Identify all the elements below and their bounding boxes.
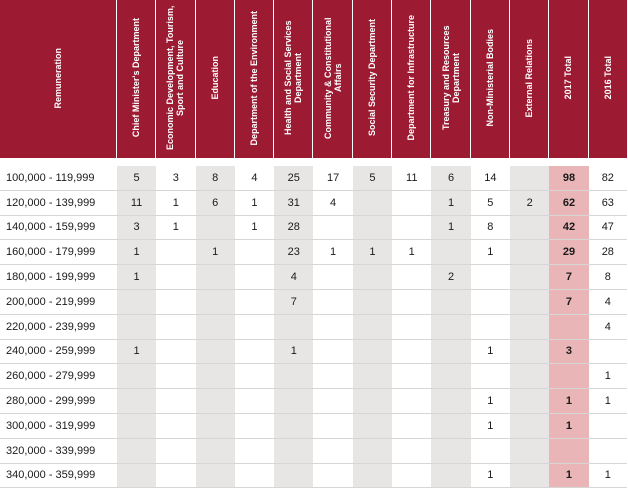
count-cell <box>313 216 352 241</box>
header-remuneration <box>0 0 117 158</box>
spacer-cell <box>196 158 235 166</box>
count-cell <box>392 439 431 464</box>
count-cell <box>510 389 549 414</box>
header-health-social-services <box>274 0 313 158</box>
spacer-cell <box>431 158 470 166</box>
count-cell: 1 <box>431 191 470 216</box>
count-cell <box>510 464 549 488</box>
count-cell: 1 <box>235 216 274 241</box>
table-row <box>0 439 627 464</box>
total-2016-cell: 1 <box>589 364 627 389</box>
count-cell: 1 <box>392 240 431 265</box>
remuneration-band: 240,000 - 259,999 <box>0 340 117 365</box>
count-cell: 11 <box>392 166 431 191</box>
count-cell <box>392 389 431 414</box>
count-cell <box>235 265 274 290</box>
count-cell <box>235 414 274 439</box>
count-cell: 1 <box>117 240 156 265</box>
total-2016-cell <box>589 414 627 439</box>
table-row <box>0 464 627 488</box>
count-cell: 5 <box>353 166 392 191</box>
remuneration-band: 340,000 - 359,999 <box>0 464 117 488</box>
spacer-cell <box>0 158 117 166</box>
count-cell <box>431 240 470 265</box>
total-2017-cell: 1 <box>549 414 588 439</box>
count-cell <box>431 315 470 340</box>
count-cell <box>156 265 195 290</box>
remuneration-band: 280,000 - 299,999 <box>0 389 117 414</box>
spacer-cell <box>392 158 431 166</box>
header-infrastructure <box>392 0 431 158</box>
count-cell <box>156 290 195 315</box>
count-cell <box>117 364 156 389</box>
count-cell: 6 <box>431 166 470 191</box>
count-cell <box>313 439 352 464</box>
total-2016-cell: 4 <box>589 290 627 315</box>
count-cell <box>313 290 352 315</box>
count-cell <box>353 414 392 439</box>
count-cell <box>156 364 195 389</box>
header-label: Department of the Environment <box>248 10 259 146</box>
table-row <box>0 265 627 290</box>
total-2016-cell: 82 <box>589 166 627 191</box>
total-2016-cell: 1 <box>589 389 627 414</box>
count-cell: 31 <box>274 191 313 216</box>
header-label: Department for Infrastructure <box>406 15 417 141</box>
header-community-constitutional <box>313 0 352 158</box>
count-cell: 2 <box>431 265 470 290</box>
count-cell <box>274 389 313 414</box>
count-cell <box>156 315 195 340</box>
header-label: 2017 Total <box>563 56 574 100</box>
count-cell <box>196 439 235 464</box>
count-cell <box>431 439 470 464</box>
count-cell <box>510 340 549 365</box>
total-2017-cell <box>549 439 588 464</box>
spacer-cell <box>353 158 392 166</box>
count-cell <box>117 439 156 464</box>
count-cell <box>196 340 235 365</box>
header-label: Remuneration <box>52 47 63 109</box>
spacer-cell <box>235 158 274 166</box>
count-cell <box>510 166 549 191</box>
spacer-cell <box>274 158 313 166</box>
header-external-relations <box>510 0 549 158</box>
count-cell <box>274 364 313 389</box>
count-cell: 1 <box>471 340 510 365</box>
header-social-security <box>353 0 392 158</box>
total-2017-cell: 7 <box>549 290 588 315</box>
count-cell: 1 <box>313 240 352 265</box>
count-cell <box>471 315 510 340</box>
remuneration-band: 300,000 - 319,999 <box>0 414 117 439</box>
header-label: Economic Development, Tourism, Sport and Culture <box>165 5 186 151</box>
count-cell <box>510 265 549 290</box>
count-cell <box>431 464 470 488</box>
remuneration-band: 320,000 - 339,999 <box>0 439 117 464</box>
count-cell: 4 <box>274 265 313 290</box>
header-label: Education <box>209 56 220 100</box>
count-cell: 28 <box>274 216 313 241</box>
count-cell: 1 <box>431 216 470 241</box>
table-row <box>0 414 627 439</box>
count-cell: 8 <box>196 166 235 191</box>
count-cell <box>392 191 431 216</box>
count-cell <box>471 290 510 315</box>
count-cell: 3 <box>117 216 156 241</box>
count-cell <box>510 216 549 241</box>
count-cell: 5 <box>471 191 510 216</box>
count-cell <box>431 340 470 365</box>
count-cell <box>431 389 470 414</box>
count-cell <box>196 290 235 315</box>
count-cell <box>196 364 235 389</box>
count-cell <box>431 414 470 439</box>
count-cell <box>392 414 431 439</box>
count-cell <box>156 439 195 464</box>
count-cell <box>235 364 274 389</box>
header-education <box>196 0 235 158</box>
header-label: External Relations <box>524 38 535 118</box>
count-cell <box>353 389 392 414</box>
total-2017-cell: 1 <box>549 464 588 488</box>
count-cell: 2 <box>510 191 549 216</box>
table-row <box>0 290 627 315</box>
spacer-cell <box>549 158 588 166</box>
count-cell <box>510 240 549 265</box>
count-cell: 25 <box>274 166 313 191</box>
table-row <box>0 364 627 389</box>
remuneration-band: 180,000 - 199,999 <box>0 265 117 290</box>
count-cell <box>313 364 352 389</box>
count-cell <box>510 364 549 389</box>
total-2017-cell <box>549 364 588 389</box>
count-cell <box>196 389 235 414</box>
header-label: Treasury and Resources Department <box>440 25 461 131</box>
remuneration-band: 160,000 - 179,999 <box>0 240 117 265</box>
count-cell <box>235 240 274 265</box>
header-label: Social Security Department <box>366 19 377 137</box>
total-2017-cell: 7 <box>549 265 588 290</box>
header-label: Non-Ministerial Bodies <box>484 29 495 127</box>
count-cell <box>274 464 313 488</box>
total-2017-cell: 98 <box>549 166 588 191</box>
count-cell <box>235 315 274 340</box>
total-2017-cell: 3 <box>549 340 588 365</box>
count-cell: 7 <box>274 290 313 315</box>
count-cell <box>156 340 195 365</box>
count-cell <box>510 414 549 439</box>
count-cell <box>235 340 274 365</box>
count-cell <box>353 439 392 464</box>
count-cell <box>471 265 510 290</box>
count-cell: 3 <box>156 166 195 191</box>
count-cell: 1 <box>156 216 195 241</box>
count-cell <box>510 439 549 464</box>
count-cell: 1 <box>156 191 195 216</box>
table-row <box>0 216 627 241</box>
count-cell <box>274 439 313 464</box>
count-cell <box>117 315 156 340</box>
header-economic-development <box>156 0 195 158</box>
spacer-cell <box>471 158 510 166</box>
remuneration-band: 100,000 - 119,999 <box>0 166 117 191</box>
count-cell: 1 <box>471 464 510 488</box>
header-label: Health and Social Services Department <box>283 20 304 136</box>
table-row <box>0 340 627 365</box>
count-cell <box>156 414 195 439</box>
total-2016-cell: 28 <box>589 240 627 265</box>
count-cell: 4 <box>313 191 352 216</box>
header-row <box>0 0 627 158</box>
count-cell: 4 <box>235 166 274 191</box>
count-cell: 8 <box>471 216 510 241</box>
count-cell <box>392 216 431 241</box>
table-row <box>0 191 627 216</box>
spacer-cell <box>117 158 156 166</box>
count-cell <box>510 290 549 315</box>
count-cell <box>235 464 274 488</box>
spacer-cell <box>313 158 352 166</box>
count-cell: 1 <box>471 389 510 414</box>
count-cell <box>156 240 195 265</box>
count-cell <box>392 464 431 488</box>
count-cell <box>313 389 352 414</box>
count-cell: 1 <box>117 265 156 290</box>
remuneration-band: 200,000 - 219,999 <box>0 290 117 315</box>
count-cell <box>196 216 235 241</box>
count-cell <box>235 439 274 464</box>
header-environment <box>235 0 274 158</box>
count-cell <box>510 315 549 340</box>
spacer-cell <box>156 158 195 166</box>
count-cell: 6 <box>196 191 235 216</box>
total-2017-cell: 1 <box>549 389 588 414</box>
count-cell <box>353 340 392 365</box>
spacer-row <box>0 158 627 166</box>
count-cell: 14 <box>471 166 510 191</box>
total-2016-cell: 1 <box>589 464 627 488</box>
header-2016-total <box>589 0 627 158</box>
count-cell: 5 <box>117 166 156 191</box>
count-cell <box>117 290 156 315</box>
count-cell <box>353 464 392 488</box>
header-label: 2016 Total <box>602 56 613 100</box>
count-cell <box>471 439 510 464</box>
count-cell: 1 <box>235 191 274 216</box>
count-cell: 17 <box>313 166 352 191</box>
count-cell: 1 <box>117 340 156 365</box>
count-cell <box>392 290 431 315</box>
total-2016-cell: 63 <box>589 191 627 216</box>
count-cell <box>274 414 313 439</box>
count-cell: 1 <box>471 240 510 265</box>
count-cell <box>274 315 313 340</box>
count-cell <box>235 389 274 414</box>
total-2016-cell: 47 <box>589 216 627 241</box>
count-cell <box>156 464 195 488</box>
header-2017-total <box>549 0 588 158</box>
count-cell <box>353 315 392 340</box>
count-cell <box>196 414 235 439</box>
count-cell <box>353 265 392 290</box>
table-row <box>0 240 627 265</box>
total-2017-cell: 62 <box>549 191 588 216</box>
header-label: Community & Constitutional Affairs <box>322 17 343 139</box>
table-row <box>0 315 627 340</box>
count-cell <box>117 414 156 439</box>
count-cell <box>431 364 470 389</box>
count-cell <box>353 216 392 241</box>
count-cell <box>392 340 431 365</box>
spacer-cell <box>589 158 627 166</box>
total-2017-cell: 29 <box>549 240 588 265</box>
count-cell: 1 <box>353 240 392 265</box>
total-2016-cell <box>589 340 627 365</box>
total-2017-cell <box>549 315 588 340</box>
count-cell <box>313 340 352 365</box>
header-chief-minister <box>117 0 156 158</box>
count-cell: 1 <box>471 414 510 439</box>
count-cell <box>196 315 235 340</box>
remuneration-band: 220,000 - 239,999 <box>0 315 117 340</box>
count-cell <box>353 290 392 315</box>
count-cell <box>235 290 274 315</box>
count-cell <box>313 265 352 290</box>
count-cell <box>392 364 431 389</box>
count-cell <box>353 191 392 216</box>
count-cell <box>392 315 431 340</box>
total-2017-cell: 42 <box>549 216 588 241</box>
count-cell <box>392 265 431 290</box>
count-cell <box>156 389 195 414</box>
count-cell <box>431 290 470 315</box>
total-2016-cell <box>589 439 627 464</box>
count-cell <box>196 464 235 488</box>
header-label: Chief Minister's Department <box>131 18 142 138</box>
count-cell: 1 <box>196 240 235 265</box>
remuneration-band: 140,000 - 159,999 <box>0 216 117 241</box>
total-2016-cell: 8 <box>589 265 627 290</box>
count-cell <box>117 389 156 414</box>
table-row <box>0 389 627 414</box>
count-cell <box>313 315 352 340</box>
remuneration-band: 120,000 - 139,999 <box>0 191 117 216</box>
count-cell: 11 <box>117 191 156 216</box>
count-cell <box>471 364 510 389</box>
header-non-ministerial <box>471 0 510 158</box>
count-cell <box>117 464 156 488</box>
header-treasury-resources <box>431 0 470 158</box>
table-row <box>0 166 627 191</box>
count-cell <box>353 364 392 389</box>
count-cell <box>313 464 352 488</box>
total-2016-cell: 4 <box>589 315 627 340</box>
count-cell <box>196 265 235 290</box>
count-cell <box>313 414 352 439</box>
count-cell: 1 <box>274 340 313 365</box>
count-cell: 23 <box>274 240 313 265</box>
spacer-cell <box>510 158 549 166</box>
remuneration-band: 260,000 - 279,999 <box>0 364 117 389</box>
